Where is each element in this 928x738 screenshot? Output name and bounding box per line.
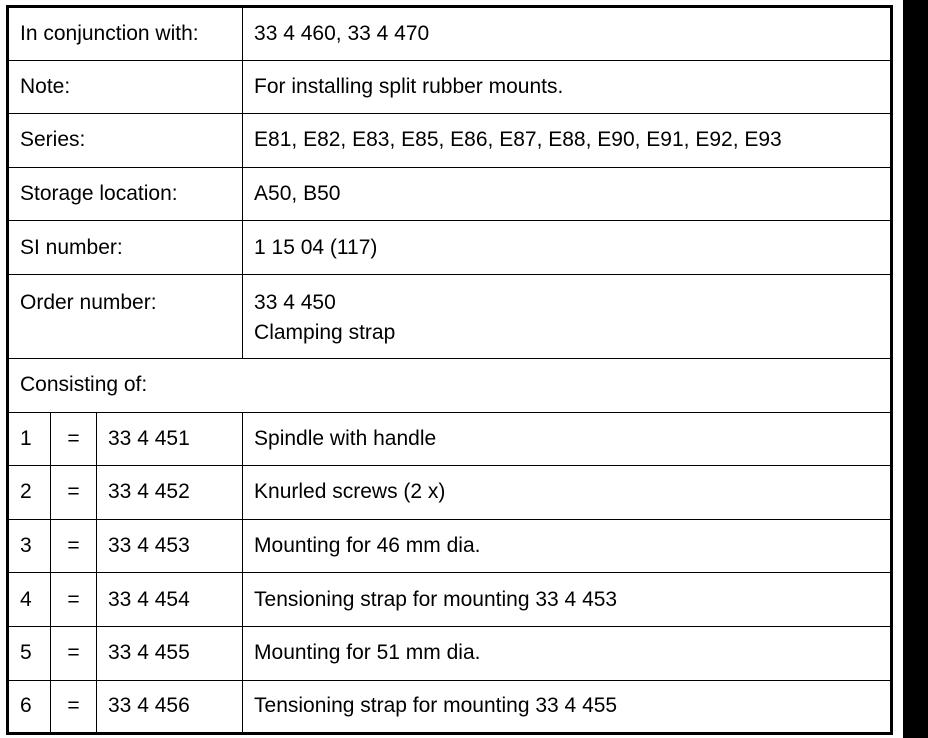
part-number: 33 4 454 xyxy=(97,573,243,627)
equals-sign: = xyxy=(51,466,97,520)
part-number: 33 4 451 xyxy=(97,412,243,466)
part-row xyxy=(8,412,892,466)
order-label: Order number: xyxy=(8,274,243,358)
row-value: A50, B50 xyxy=(243,167,892,221)
equals-sign: = xyxy=(51,412,97,466)
row-label: In conjunction with: xyxy=(8,7,243,61)
row-label: Series: xyxy=(8,114,243,168)
part-row xyxy=(8,626,892,680)
part-description: Mounting for 46 mm dia. xyxy=(243,519,892,573)
equals-sign: = xyxy=(51,680,97,734)
table-row xyxy=(8,7,892,61)
order-number: 33 4 450 xyxy=(254,290,336,314)
order-name: Clamping strap xyxy=(254,320,396,344)
part-index: 5 xyxy=(8,626,51,680)
order-value xyxy=(243,274,892,358)
row-value: 1 15 04 (117) xyxy=(243,221,892,275)
part-row xyxy=(8,680,892,734)
row-value: E81, E82, E83, E85, E86, E87, E88, E90, E91, E92, E93 xyxy=(243,114,892,168)
part-description: Mounting for 51 mm dia. xyxy=(243,626,892,680)
part-number: 33 4 452 xyxy=(97,466,243,520)
part-index: 6 xyxy=(8,680,51,734)
order-number-row xyxy=(8,274,892,358)
page-edge-bar xyxy=(903,0,928,738)
tool-info-table xyxy=(6,5,893,735)
row-value: 33 4 460, 33 4 470 xyxy=(243,7,892,61)
table-row xyxy=(8,114,892,168)
row-value: For installing split rubber mounts. xyxy=(243,60,892,114)
part-row xyxy=(8,573,892,627)
consisting-of-row xyxy=(8,358,892,412)
part-number: 33 4 456 xyxy=(97,680,243,734)
part-row xyxy=(8,519,892,573)
part-number: 33 4 455 xyxy=(97,626,243,680)
part-description: Tensioning strap for mounting 33 4 455 xyxy=(243,680,892,734)
equals-sign: = xyxy=(51,573,97,627)
consisting-of-label: Consisting of: xyxy=(8,358,892,412)
part-row xyxy=(8,466,892,520)
row-label: Storage location: xyxy=(8,167,243,221)
row-label: SI number: xyxy=(8,221,243,275)
part-description: Spindle with handle xyxy=(243,412,892,466)
equals-sign: = xyxy=(51,626,97,680)
part-description: Knurled screws (2 x) xyxy=(243,466,892,520)
part-index: 1 xyxy=(8,412,51,466)
equals-sign: = xyxy=(51,519,97,573)
part-description: Tensioning strap for mounting 33 4 453 xyxy=(243,573,892,627)
table-row xyxy=(8,60,892,114)
part-index: 4 xyxy=(8,573,51,627)
part-number: 33 4 453 xyxy=(97,519,243,573)
table-row xyxy=(8,221,892,275)
part-index: 3 xyxy=(8,519,51,573)
table-row xyxy=(8,167,892,221)
part-index: 2 xyxy=(8,466,51,520)
row-label: Note: xyxy=(8,60,243,114)
